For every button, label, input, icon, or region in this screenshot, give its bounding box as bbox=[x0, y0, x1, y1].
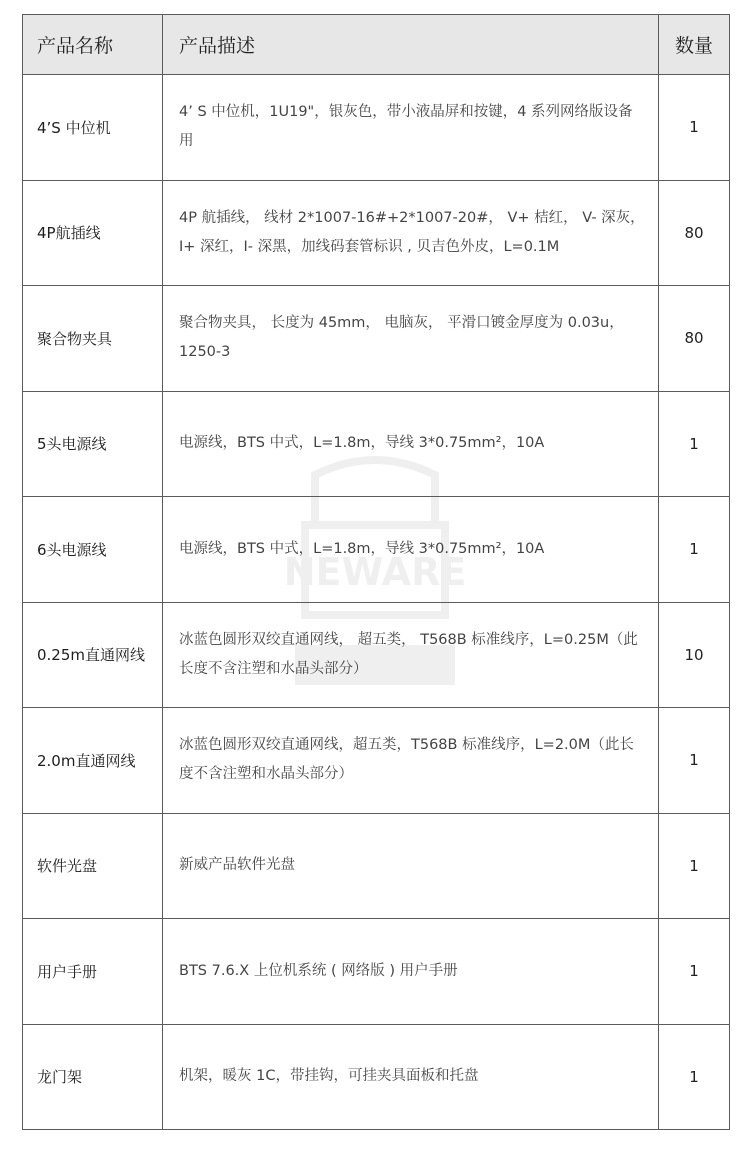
header-quantity: 数量 bbox=[659, 15, 730, 75]
table-row bbox=[23, 75, 730, 181]
row-product-name: 4’S 中位机 bbox=[23, 75, 163, 181]
row-product-description: 冰蓝色圆形双绞直通网线， 超五类， T568B 标准线序，L=0.25M（此长度不含注塑和水晶头部分） bbox=[163, 602, 659, 708]
row-product-name: 2.0m直通网线 bbox=[23, 708, 163, 814]
row-product-name: 4P航插线 bbox=[23, 180, 163, 286]
header-product-name: 产品名称 bbox=[23, 15, 163, 75]
row-product-description: 新威产品软件光盘 bbox=[163, 813, 659, 919]
row-product-description: 电源线，BTS 中式，L=1.8m，导线 3*0.75mm²，10A bbox=[163, 391, 659, 497]
table-row bbox=[23, 813, 730, 919]
row-product-name: 软件光盘 bbox=[23, 813, 163, 919]
row-quantity: 10 bbox=[659, 602, 730, 708]
table-row bbox=[23, 1024, 730, 1130]
row-product-name: 5头电源线 bbox=[23, 391, 163, 497]
table-row bbox=[23, 286, 730, 392]
header-product-description: 产品描述 bbox=[163, 15, 659, 75]
row-product-description: 4’ S 中位机，1U19"，银灰色，带小液晶屏和按键，4 系列网络版设备用 bbox=[163, 75, 659, 181]
product-spec-table bbox=[22, 14, 730, 1130]
table-row bbox=[23, 391, 730, 497]
table-row bbox=[23, 919, 730, 1025]
table-header-row bbox=[23, 15, 730, 75]
row-quantity: 1 bbox=[659, 708, 730, 814]
table-row bbox=[23, 497, 730, 603]
watermark-text: NEWARE bbox=[283, 550, 467, 594]
row-product-description: 聚合物夹具， 长度为 45mm， 电脑灰， 平滑口镀金厚度为 0.03u，1250-3 bbox=[163, 286, 659, 392]
row-product-name: 聚合物夹具 bbox=[23, 286, 163, 392]
row-quantity: 1 bbox=[659, 391, 730, 497]
row-product-name: 0.25m直通网线 bbox=[23, 602, 163, 708]
row-product-description: 机架，暖灰 1C，带挂钩，可挂夹具面板和托盘 bbox=[163, 1024, 659, 1130]
row-product-description: 冰蓝色圆形双绞直通网线，超五类，T568B 标准线序，L=2.0M（此长度不含注塑和水晶头部分） bbox=[163, 708, 659, 814]
table-row bbox=[23, 180, 730, 286]
table-row bbox=[23, 708, 730, 814]
row-quantity: 1 bbox=[659, 75, 730, 181]
row-product-name: 6头电源线 bbox=[23, 497, 163, 603]
row-quantity: 1 bbox=[659, 919, 730, 1025]
row-product-description: 4P 航插线， 线材 2*1007-16#+2*1007-20#， V+ 桔红， V- 深灰，I+ 深红，I- 深黑，加线码套管标识 , 贝吉色外皮，L=0.1M bbox=[163, 180, 659, 286]
row-quantity: 1 bbox=[659, 813, 730, 919]
row-quantity: 1 bbox=[659, 1024, 730, 1130]
row-quantity: 80 bbox=[659, 180, 730, 286]
row-product-name: 龙门架 bbox=[23, 1024, 163, 1130]
row-product-description: 电源线，BTS 中式，L=1.8m，导线 3*0.75mm²，10A bbox=[163, 497, 659, 603]
row-product-name: 用户手册 bbox=[23, 919, 163, 1025]
row-quantity: 1 bbox=[659, 497, 730, 603]
table-row bbox=[23, 602, 730, 708]
row-quantity: 80 bbox=[659, 286, 730, 392]
row-product-description: BTS 7.6.X 上位机系统 ( 网络版 ) 用户手册 bbox=[163, 919, 659, 1025]
